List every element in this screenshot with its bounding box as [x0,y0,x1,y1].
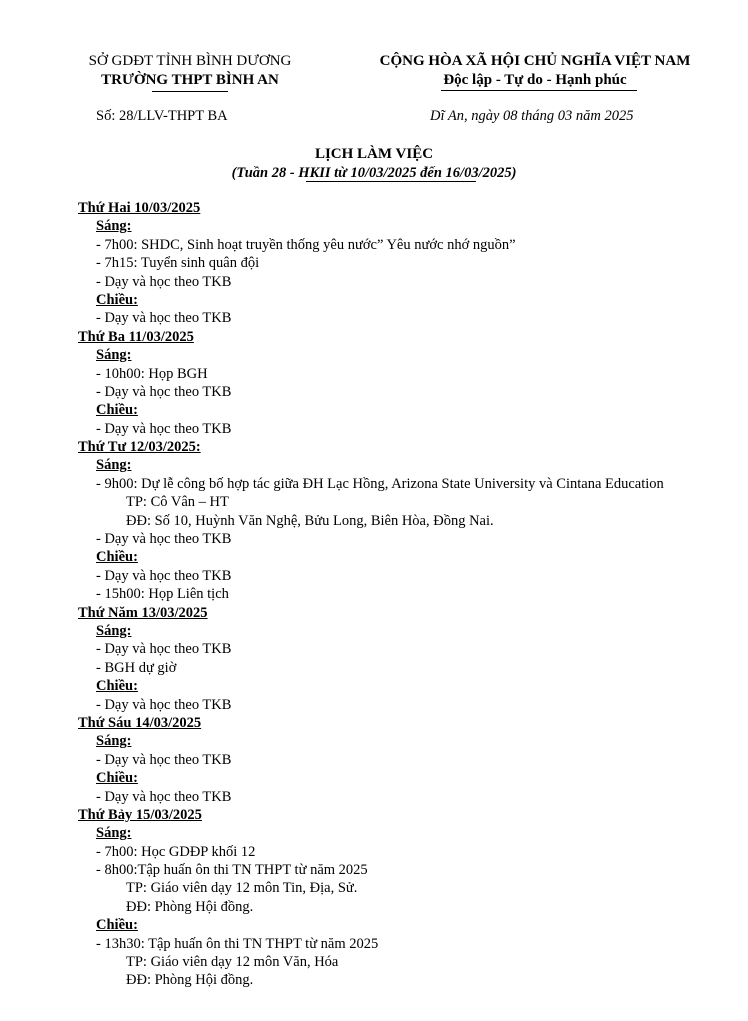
schedule-item: - Dạy và học theo TKB [96,696,232,713]
day-heading: Thứ Năm 13/03/2025 [78,604,208,621]
document-title: LỊCH LÀM VIỆC [314,146,434,162]
motto-underline [441,90,637,91]
session-heading: Sáng: [96,347,132,364]
day-heading: Thứ Hai 10/03/2025 [78,200,201,216]
schedule-item: - 7h15: Tuyển sinh quân đội [96,255,260,272]
subtitle-underline [306,181,476,182]
session-heading: Chiều: [96,291,138,308]
session-heading: Chiều: [96,549,138,566]
day-heading: Thứ Bảy 15/03/2025 [78,806,202,823]
title-block [0,145,748,183]
day-heading: Thứ Tư 12/03/2025: [78,439,201,456]
schedule-item: - 13h30: Tập huấn ôn thi TN THPT từ năm 2025 [96,935,379,952]
schedule-item: - Dạy và học theo TKB [96,531,232,548]
schedule-item: - Dạy và học theo TKB [96,383,232,400]
day-heading: Thứ Sáu 14/03/2025 [78,714,202,731]
session-heading: Chiều: [96,917,138,934]
schedule-item-detail: ĐĐ: Phòng Hội đồng. [126,972,254,989]
school-name: TRƯỜNG THPT BÌNH AN [101,72,279,88]
session-heading: Sáng: [96,457,132,474]
schedule-item: - 9h00: Dự lễ công bố hợp tác giữa ĐH Lạc Hồng, Arizona State University và Cintana Education [96,475,664,492]
schedule-item-detail: ĐĐ: Phòng Hội đồng. [126,898,254,915]
weekly-schedule [78,199,738,990]
national-header [352,52,718,90]
schedule-item-detail: TP: Giáo viên dạy 12 môn Văn, Hóa [126,954,339,971]
document-subtitle: (Tuần 28 - HKII từ 10/03/2025 đến 16/03/2025) [231,165,517,181]
day-heading: Thứ Ba 11/03/2025 [78,328,194,345]
schedule-item-detail: ĐĐ: Số 10, Huỳnh Văn Nghệ, Bửu Long, Biên Hòa, Đồng Nai. [126,512,494,529]
schedule-item: - 7h00: Học GDĐP khối 12 [96,843,256,860]
school-underline [152,91,228,92]
session-heading: Chiều: [96,402,138,419]
session-heading: Chiều: [96,678,138,695]
schedule-item: - Dạy và học theo TKB [96,751,232,768]
schedule-item: - 7h00: SHDC, Sinh hoạt truyền thống yêu nước” Yêu nước nhớ nguồn” [96,236,516,253]
schedule-item-detail: TP: Cô Vân – HT [126,494,229,511]
national-motto: Độc lập - Tự do - Hạnh phúc [443,72,627,88]
schedule-item: - 10h00: Họp BGH [96,365,208,382]
session-heading: Sáng: [96,733,132,750]
nation-name: CỘNG HÒA XÃ HỘI CHỦ NGHĨA VIỆT NAM [379,53,691,69]
schedule-item: - Dạy và học theo TKB [96,273,232,290]
session-heading: Sáng: [96,825,132,842]
document-number: Số: 28/LLV-THPT BA [96,108,228,124]
session-heading: Sáng: [96,622,132,639]
schedule-item: - 8h00:Tập huấn ôn thi TN THPT từ năm 2025 [96,862,368,879]
schedule-item: - 15h00: Họp Liên tịch [96,586,229,603]
department-name: SỞ GDĐT TỈNH BÌNH DƯƠNG [88,53,292,69]
session-heading: Chiều: [96,770,138,787]
schedule-item: - Dạy và học theo TKB [96,310,232,327]
schedule-item: - Dạy và học theo TKB [96,420,232,437]
schedule-item: - Dạy và học theo TKB [96,641,232,658]
place-and-date: Dĩ An, ngày 08 tháng 03 năm 2025 [430,108,634,124]
schedule-item: - Dạy và học theo TKB [96,788,232,805]
schedule-item-detail: TP: Giáo viên dạy 12 môn Tin, Địa, Sử. [126,880,358,897]
schedule-item: - Dạy và học theo TKB [96,567,232,584]
schedule-item: - BGH dự giờ [96,659,177,676]
issuing-organization [60,52,320,90]
session-heading: Sáng: [96,218,132,235]
